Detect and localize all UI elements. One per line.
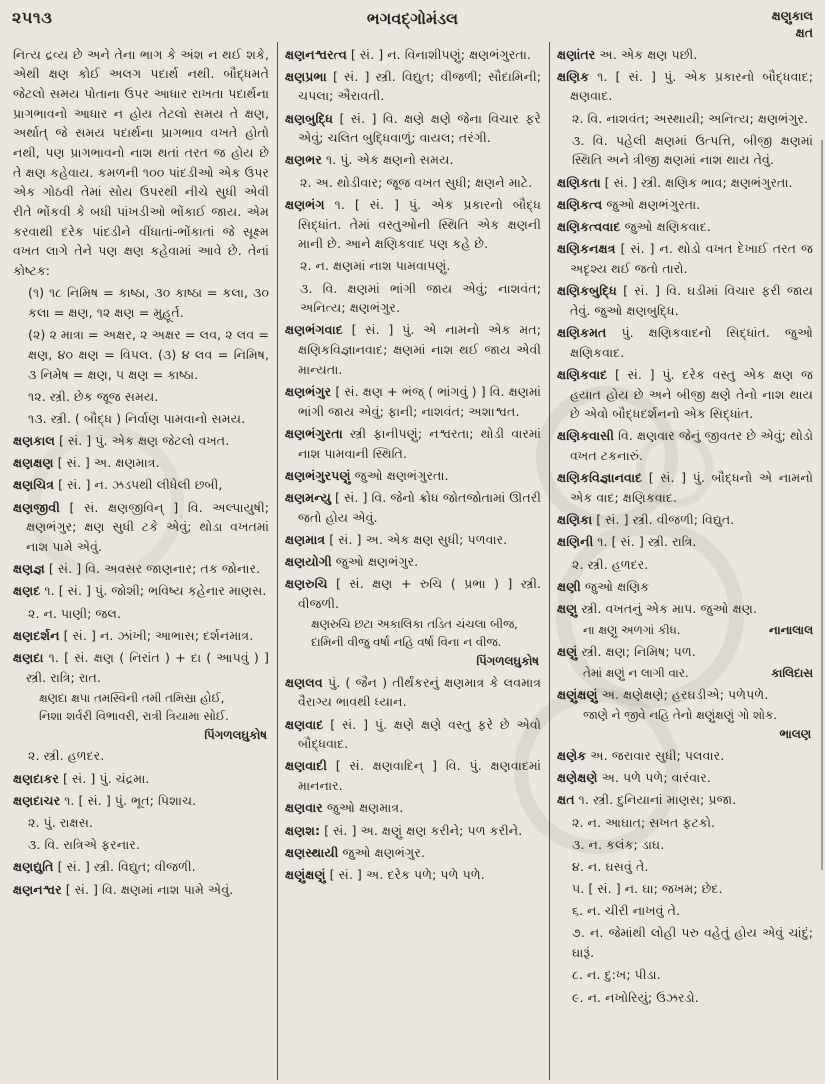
sense-item: ૨. વિ. નાશવંત; અસ્થાયી; અનિત્ય; ક્ષણભંગુર. <box>572 110 809 126</box>
headword: ક્ષણુ <box>557 600 578 616</box>
headword: ક્ષણદા <box>13 649 44 665</box>
headword: ક્ષણપ્રભા <box>285 68 327 84</box>
verse-line: દામિની વીજુ વર્ષા નહિ વર્ષા વિના ન વીજ. <box>311 634 502 649</box>
dictionary-entry: ક્ષણનશ્વરત્વ [ સં. ] ન. વિનાશીપણું; ક્ષણભંગુરતા. <box>285 46 531 62</box>
dictionary-entry: ક્ષણકાલ [ સં. ] પું. એક ક્ષણ જેટલો વખત. <box>13 433 230 449</box>
headword: ક્ષણબુદ્ધિ <box>285 110 334 126</box>
dictionary-entry: ક્ષણિકતા [ સં. ] સ્ત્રી. ક્ષણિક ભાવ; ક્ષણભંગુરતા. <box>557 174 793 190</box>
column-2 <box>277 42 549 1080</box>
text-columns <box>6 42 821 1080</box>
dictionary-entry: ક્ષણુ સ્ત્રી. વખતનું એક માપ. જુઓ ક્ષણ. <box>557 600 757 616</box>
headword: ક્ષણાંતર <box>557 46 596 62</box>
sense-item: ૮. ન. દુ:ખ; પીડા. <box>572 967 661 983</box>
headword: ક્ષણભંગ <box>285 196 325 212</box>
headword: ક્ષણજ્ઞ <box>13 561 45 577</box>
dictionary-entry: ક્ષણેક અ. જરાવાર સુધી; પલવાર. <box>557 747 725 763</box>
dictionary-entry: ક્ષણમન્યુ [ સં. ] વિ. જેનો ક્રોધ જોતજોતામાં ઊતરી જતો હોય એવું. <box>285 489 541 525</box>
verse-line: ક્ષણદા ક્ષપા તમસ્વિની તમી તમિસ્રા હોઈ, <box>39 690 225 705</box>
dictionary-entry: ક્ષણદા ૧. [ સં. ક્ષણ ( નિરાંત ) + દા ( આપવું ) ] સ્ત્રી. રાત્રિ; રાત. <box>13 649 269 685</box>
dictionary-entry: ક્ષણભંગુરતા સ્ત્રી ફાનીપણું; નશ્વરતા; થોડી વારમાં નાશ પામવાની સ્થિતિ. <box>285 425 541 461</box>
headword: ક્ષણેક્ષણે <box>557 770 598 786</box>
dictionary-entry: ક્ષણભર ૧. પું. એક ક્ષણનો સમય. <box>285 152 454 168</box>
headword: ક્ષણુંક્ષણું <box>557 686 598 702</box>
sense-item: ૫. [ સં. ] ન. ઘા; જખમ; છેદ. <box>572 881 723 897</box>
dictionary-entry: ક્ષણિકવાસી વિ. ક્ષણવાર જેનું જીવતર છે એવું; થોડો વખત ટકનારું. <box>557 428 813 464</box>
sense-item: ૪. ન. ઘસવું તે. <box>572 858 649 874</box>
dictionary-entry: ક્ષણભંગુર [ સં. ક્ષણ + ભંજ્ ( ભાંગવું ) ] વિ. ક્ષણમાં ભાંગી જાય એવું; ફાની; નાશવંત; અશાશ્વત. <box>285 384 541 419</box>
headword: ક્ષણદાકર <box>13 770 59 786</box>
dictionary-entry: ક્ષણિકા [ સં. ] સ્ત્રી. વીજળી; વિદ્યુત. <box>557 512 735 528</box>
headword: ક્ષણિક <box>557 68 590 84</box>
verse-quote <box>557 664 813 682</box>
dictionary-entry: ક્ષણિક ૧. [ સં. ] પું. એક પ્રકારનો બૌદ્ધવાદ; ક્ષણવાદ. <box>557 68 813 104</box>
quote-source: કાલિદાસ <box>771 666 813 681</box>
headword: ક્ષણભંગુરતા <box>285 425 343 441</box>
dictionary-entry: ક્ષણક્ષણ [ સં. ] અ. ક્ષણમાત્ર. <box>13 455 160 471</box>
sense-item: ૩. ન. કલંક; ડાઘ. <box>572 836 665 852</box>
sense-item: ૭. ન. જેમાંથી લોહી પરુ વહેતું હોય એવું ચાંદું; ઘારૂં. <box>572 925 813 961</box>
sense-item: ૨. ન. આઘાત; સખત ફટકો. <box>572 814 716 830</box>
dictionary-entry: ક્ષણદ્યુતિ [ સં. ] સ્ત્રી. વિદ્યુત; વીજળી. <box>13 859 196 875</box>
headword: ક્ષણું <box>557 643 578 659</box>
headword: ક્ષણવાર <box>285 800 323 816</box>
dictionary-entry: ક્ષણલવ પું. ( જૈન ) તીર્થંકરનું ક્ષણમાત્ર કે લવમાત્ર વૈરાગ્ય ભાવથી ધ્યાન. <box>285 674 541 710</box>
dictionary-entry: ક્ષણભંગ ૧. [ સં. ] પું. એક પ્રકારનો બૌદ્ધ સિદ્ધાંત. તેમાં વસ્તુઓની સ્થિતિ એક ક્ષણની માની છે. આને ક્ષણિકવાદ પણ કહે છે. <box>285 196 541 252</box>
sense-item: ૨. પું. રાક્ષસ. <box>28 815 94 831</box>
headword: ક્ષત <box>557 792 575 808</box>
headword: ક્ષણવાદી <box>285 758 328 774</box>
guide-word-last: ક્ષત <box>795 24 813 40</box>
scan-edge-artifact <box>821 140 823 870</box>
verse-line: જાણે ને જીવે નહિ તેનો ક્ષણુંક્ષણું ગો શોક. <box>583 708 778 722</box>
sense-item: ૨. સ્ત્રી. હળદર. <box>28 748 105 764</box>
quote-source: પિંગળલઘુકોષ <box>476 653 539 668</box>
dictionary-entry: ક્ષણબુદ્ધિ [ સં. ] વિ. ક્ષણે ક્ષણે જેના વિચાર ફરે એવું; ચલિત બુદ્ધિવાળું; વાયલ; તરંગી. <box>285 110 541 146</box>
dictionary-entry: ક્ષણભંગુરપણું જુઓ ક્ષણભંગુરતા. <box>285 467 449 483</box>
dictionary-entry: ક્ષણચિત્ર [ સં. ] ન. ઝડપથી લીધેલી છબી, <box>13 477 223 493</box>
dictionary-entry: ક્ષણી જુઓ ક્ષણિક <box>557 578 650 594</box>
dictionary-entry: ક્ષણનશ્વર [ સં. ] વિ. ક્ષણમાં નાશ પામે એવું. <box>13 881 234 897</box>
dictionary-entry: ક્ષણશ: [ સં. ] અ. ક્ષણું ક્ષણ કરીને; પળ કરીને. <box>285 822 523 838</box>
dictionary-entry: ક્ષણિકમત પું. ક્ષણિકવાદનો સિદ્ધાંત. જુઓ ક્ષણિકવાદ. <box>557 324 813 360</box>
dictionary-entry: ક્ષણભંગવાદ [ સં. ] પું. એ નામનો એક મત; ક્ષણિકવિજ્ઞાનવાદ; ક્ષણમાં નાશ થઈ જાય એવી માન્યતા. <box>285 322 541 377</box>
headword: ક્ષણી <box>557 578 581 594</box>
dictionary-entry: ક્ષણપ્રભા [ સં. ] સ્ત્રી. વિદ્યુત; વીજળી; સૌદામિની; ચપલા; ઐરાવતી. <box>285 68 541 104</box>
sense-item: ૩. વિ. રાત્રિએ ફરનાર. <box>28 837 140 853</box>
sense-item: ૯. ન. નખોરિયું; ઉઝરડો. <box>572 989 699 1005</box>
dictionary-entry: ક્ષણુંક્ષણું [ સં. ] અ. દરેક પળે; પળે પળે. <box>285 866 485 882</box>
headword: ક્ષણભંગુરપણું <box>285 467 351 483</box>
headword: ક્ષણિકવિજ્ઞાનવાદ <box>557 470 643 486</box>
dictionary-entry: ક્ષણવાર જુઓ ક્ષણમાત્ર. <box>285 800 404 816</box>
sense-item: ૧૨. સ્ત્રી. છેક જૂજ સમય. <box>28 388 159 404</box>
sense-item: ૧૩. સ્ત્રી. ( બૌદ્ધ ) નિર્વાણ પામવાનો સમય. <box>28 410 246 426</box>
headword: ક્ષણિકા <box>557 512 593 528</box>
dictionary-entry: ક્ષણું સ્ત્રી. ક્ષણ; નિમિષ; પળ. <box>557 643 696 659</box>
guide-words <box>772 8 813 42</box>
verse-quote <box>13 690 269 725</box>
headword: ક્ષણિકત્વ <box>557 196 603 212</box>
headword: ક્ષણવાદ <box>285 716 324 732</box>
headword: ક્ષણમન્યુ <box>285 489 331 505</box>
headword: ક્ષણસ્થાયી <box>285 844 339 860</box>
verse-quote <box>557 621 813 639</box>
headword: ક્ષણુંક્ષણું <box>285 866 326 882</box>
headword: ક્ષણયોગી <box>285 554 332 569</box>
dictionary-entry: ક્ષણેક્ષણે અ. પળે પળે; વારંવાર. <box>557 770 711 786</box>
headword: ક્ષણદ્યુતિ <box>13 859 54 875</box>
headword: ક્ષણિની <box>557 534 594 550</box>
dictionary-entry: ક્ષણિકનક્ષત્ર [ સં. ] ન. થોડો વખત દેખાઈ તરત જ અદૃશ્ય થઈ જતો તારો. <box>557 241 813 276</box>
headword: ક્ષણિકવાદ <box>557 366 608 382</box>
quote-source: ભાલણ <box>779 727 811 742</box>
dictionary-entry: ક્ષણજ્ઞ [ સં. ] વિ. અવસર જાણનાર; તક જોનાર. <box>13 561 261 577</box>
sense-item: ૩. વિ. ક્ષણમાં ભાંગી જાય એવું; નાશવંત; અનિત્ય; ક્ષણભંગુર. <box>300 280 541 316</box>
headword: ક્ષણેક <box>557 747 587 763</box>
headword: ક્ષણકાલ <box>13 433 55 449</box>
dictionary-entry: ક્ષણિકબુદ્ધિ [ સં. ] વિ. ઘડીમાં વિચાર ફરી જાય તેવું. જુઓ ક્ષણબુદ્ધિ. <box>557 283 813 318</box>
dictionary-entry: ક્ષણદાચર ૧. [ સં. ] પું. ભૂત; પિશાચ. <box>13 792 197 808</box>
dictionary-entry: ક્ષણમાત્ર [ સં. ] અ. એક ક્ષણ સુધી; પળવાર. <box>285 531 508 547</box>
headword: ક્ષણનશ્વર <box>13 881 62 897</box>
headword: ક્ષણદ <box>13 583 41 599</box>
dictionary-entry: ક્ષણજીવી [ સં. ક્ષણજીવિન્ ] વિ. અલ્પાયુષી; ક્ષણભંગુર; ક્ષણ સુધી ટકે એવું; થોડા વખતમાં નાશ પામે એવું. <box>13 499 269 554</box>
dictionary-entry: ક્ષત ૧. સ્ત્રી. દુનિયાનાં માણસ; પ્રજા. <box>557 792 737 808</box>
dictionary-entry: ક્ષણિકવિજ્ઞાનવાદ [ સં. ] પું. બૌદ્ધનો એ નામનો એક વાદ; ક્ષણિકવાદ. <box>557 470 813 505</box>
book-title: ભગવદ્ગોમંડલ <box>366 9 459 28</box>
sense-item: ૩. વિ. પહેલી ક્ષણમાં ઉત્પત્તિ, બીજી ક્ષણમાં સ્થિતિ અને ત્રીજી ક્ષણમાં નાશ થાય તેવું. <box>572 132 813 168</box>
measure-table-line: (૧) ૧૮ નિમિષ = કાષ્ઠા, ૩૦ કાષ્ઠા = કલા, ૩૦ કલા = ક્ષણ, ૧૨ ક્ષણ = મુહૂર્ત. <box>28 285 269 320</box>
sense-item: ૨. ન. ક્ષણમાં નાશ પામવાપણું. <box>300 258 451 274</box>
verse-line: ના ક્ષણુ અળગાં કીધ. <box>583 623 681 638</box>
dictionary-entry: ક્ષણિકત્વવાદ જુઓ ક્ષણિકવાદ. <box>557 219 711 234</box>
headword: ક્ષણિકતા <box>557 174 601 190</box>
verse-line: નિશા શર્વરી વિભાવરી, રાત્રી ત્રિયામા સોઈ. <box>39 708 229 723</box>
sense-item: ૬. ન. ચીરી નાખવું તે. <box>572 903 681 919</box>
headword: ક્ષણમાત્ર <box>285 531 326 547</box>
dictionary-entry: ક્ષણદાકર [ સં. ] પું. ચંદ્રમા. <box>13 770 150 786</box>
headword: ક્ષણિકનક્ષત્ર <box>557 241 616 257</box>
headword: ક્ષણદાચર <box>13 792 61 808</box>
headword: ક્ષણભર <box>285 152 322 168</box>
verse-line: ક્ષણરુચિ છટા અકાલિકા તડિત ચંચલા બીજ, <box>311 617 518 632</box>
continuation-paragraph: નિત્ય દ્રવ્ય છે અને તેના ભાગ કે અંશ ન થઈ શકે, એથી ક્ષણ કોઈ અલગ પદાર્થ નથી. બૌદ્ધમતે જેટલો સમય પોતાના ઉપર આધાર રાખતા પદાર્થના પ્રાગભાવનો આધાર ન હોય તેટલો સમય તે ક્ષણ, અર્થાત્ જે સમય પદાર્થના પ્રાગભાવ વખતે હોતો નથી, પણ પ્રાગભાવનો નાશ થતાં તરત જ હોય છે તે ક્ષણ કહેવાય. કમળની ૧૦૦ પાંદડીઓ એક ઉપર એક ગોઠવી તેમાં સોય ઉપરથી નીચે સુધી એવી રીતે ભોંકવી કે બધી પાંખડીઓ ભોંકાઈ જાય. એમ કરવાથી દરેક પાંદડીને વીંધાતાં-ભોંકાતાં જે સૂક્ષ્મ વખત લાગે તેને પણ ક્ષણ કહેવામાં આવે છે. તેનાં કોષ્ટક: <box>13 46 269 279</box>
dictionary-entry: ક્ષણિકવાદ [ સં. ] પું. દરેક વસ્તુ એક ક્ષણ જ હયાત હોય છે અને બીજી ક્ષણે તેનો નાશ થાય છે એવો બૌદ્ધદર્શનનો એક સિદ્ધાંત. <box>557 366 813 422</box>
headword: ક્ષણજીવી <box>13 499 60 515</box>
verse-quote <box>557 707 813 725</box>
headword: ક્ષણચિત્ર <box>13 477 55 493</box>
headword: ક્ષણભંગુર <box>285 384 332 399</box>
headword: ક્ષણનશ્વરત્વ <box>285 46 347 62</box>
sense-item: ૨. સ્ત્રી. હળદર. <box>572 556 649 572</box>
sense-item: ૨. અ. થોડીવાર; જૂજ વખત સુધી; ક્ષણને માટે. <box>300 174 533 190</box>
dictionary-entry: ક્ષણિકત્વ જુઓ ક્ષણભંગુરતા. <box>557 196 701 212</box>
dictionary-entry: ક્ષણિની ૧. [ સં. ] સ્ત્રી. રાત્રિ. <box>557 534 697 550</box>
measure-table-line: (૨) ૨ માત્રા = અક્ષર, ૨ અક્ષર = લવ, ૨ લવ = ક્ષણ, ૪૦ ક્ષણ = વિપલ. (૩) ૪ લવ = નિમિષ, ૩ નિમેષ = ક્ષણ, ૫ ક્ષણ = કાષ્ઠા. <box>28 327 269 382</box>
quote-source: નાનાલાલ <box>768 623 813 638</box>
headword: ક્ષણક્ષણ <box>13 455 54 471</box>
page-header <box>12 8 813 42</box>
column-3 <box>549 42 821 1080</box>
headword: ક્ષણલવ <box>285 674 323 690</box>
headword: ક્ષણદર્શન <box>13 627 60 643</box>
page-number: ૨૫૧૩ <box>12 8 53 27</box>
headword: ક્ષણિકમત <box>557 324 607 340</box>
quote-source: પિંગળલઘુકોષ <box>204 727 267 742</box>
headword: ક્ષણિકત્વવાદ <box>557 219 621 234</box>
dictionary-entry: ક્ષણદર્શન [ સં. ] ન. ઝાંખી; આભાસ; દર્શનમાત્ર. <box>13 627 254 643</box>
dictionary-entry: ક્ષણયોગી જુઓ ક્ષણભંગુર. <box>285 554 419 569</box>
headword: ક્ષણભંગવાદ <box>285 322 343 338</box>
dictionary-entry: ક્ષણદ ૧. [ સં. ] પું. જોશી; ભવિષ્ય કહેનાર માણસ. <box>13 583 267 599</box>
headword: ક્ષણિકબુદ્ધિ <box>557 283 617 299</box>
verse-quote <box>285 616 541 651</box>
guide-word-first: ક્ષણુકાલ <box>771 8 813 23</box>
headword: ક્ષણિકવાસી <box>557 428 615 444</box>
dictionary-entry: ક્ષણરુચિ [ સં. ક્ષણ + રુચિ ( પ્રભા ) ] સ્ત્રી. વીજળી. <box>285 576 541 611</box>
headword: ક્ષણરુચિ <box>285 576 328 592</box>
verse-line: તેમાં ક્ષણું ન લાગી વાર. <box>583 666 689 681</box>
headword: ક્ષણશ: <box>285 822 321 838</box>
sense-item: ૨. ન. પાણી; જલ. <box>28 605 122 621</box>
dictionary-entry: ક્ષણવાદી [ સં. ક્ષણવાદિન્ ] વિ. પું. ક્ષણવાદમાં માનનાર. <box>285 758 541 794</box>
dictionary-entry: ક્ષણસ્થાયી જુઓ ક્ષણભંગુર. <box>285 844 425 860</box>
column-1 <box>6 42 277 1080</box>
dictionary-entry: ક્ષણુંક્ષણું અ. ક્ષણેક્ષણે; હરઘડીએ; પળેપળે. <box>557 686 769 702</box>
dictionary-entry: ક્ષણાંતર અ. એક ક્ષણ પછી. <box>557 46 698 62</box>
dictionary-entry: ક્ષણવાદ [ સં. ] પું. ક્ષણે ક્ષણે વસ્તુ ફરે છે એવો બૌદ્ધવાદ. <box>285 716 541 752</box>
